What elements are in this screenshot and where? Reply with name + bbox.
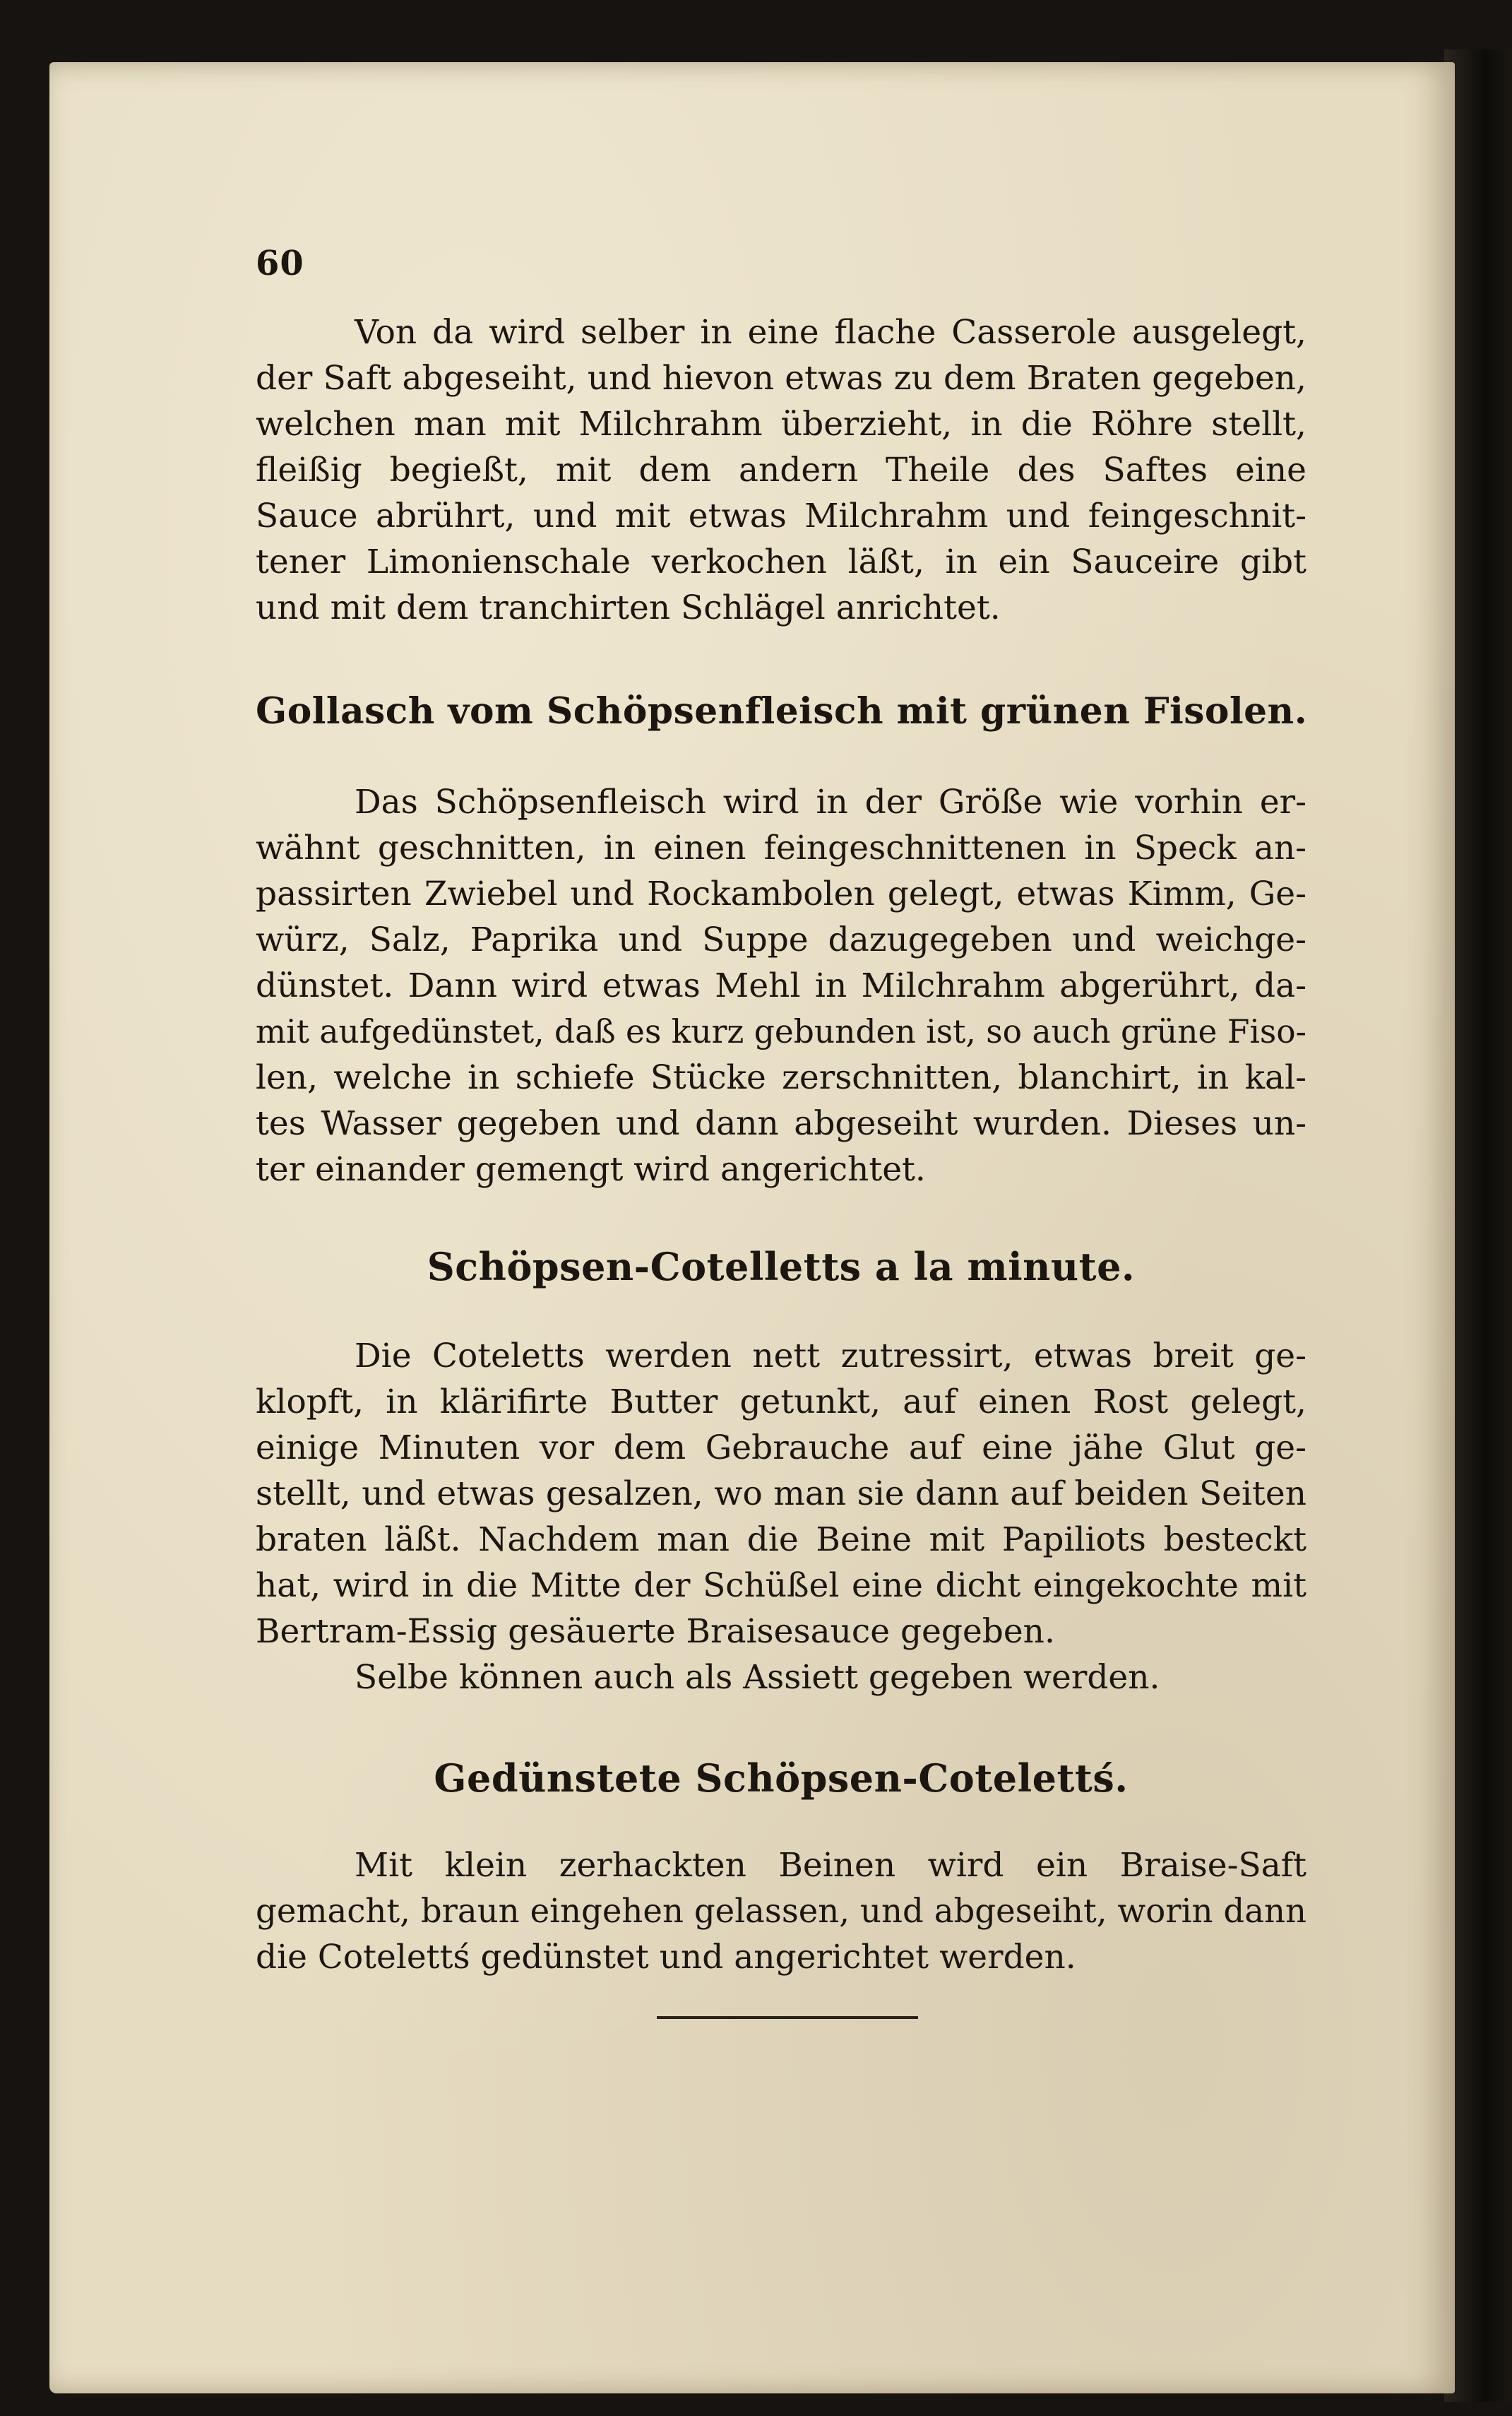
recipe-text-cotelletts-minute [256,1333,1306,1700]
text-line: fleißig begießt, mit dem andern Theile des Saftes eine [256,451,1306,490]
text-line: die Cotelettś gedünstet und angerichtet werden. [256,1938,1076,1977]
page-number: 60 [256,244,304,283]
text-line: Die Coteletts werden nett zutressirt, etwas breit ge- [355,1337,1306,1375]
text-line: Bertram-Essig gesäuerte Braisesauce gegeben. [256,1612,1055,1651]
text-line: hat, wird in die Mitte der Schüßel eine dicht eingekochte mit [256,1566,1306,1605]
recipe-heading-cotelletts-minute: Schöpsen-Cotelletts a la minute. [427,1244,1136,1289]
text-line: Selbe können auch als Assiett gegeben werden. [355,1658,1160,1697]
text-line: stellt, und etwas gesalzen, wo man sie dann auf beiden Seiten [256,1474,1306,1513]
text-line: tener Limonienschale verkochen läßt, in ein Sauceire gibt [256,543,1306,581]
text-line: Sauce abrührt, und mit etwas Milchrahm und feingeschnit- [256,497,1306,535]
text-line: und mit dem tranchirten Schlägel anrichtet. [256,588,1001,627]
text-line: klopft, in klärifirte Butter getunkt, auf einen Rost gelegt, [256,1382,1306,1421]
recipe-heading-gedunstete-cotelettes: Gedünstete Schöpsen-Cotelettś. [434,1755,1129,1801]
text-line: ter einander gemengt wird angerichtet. [256,1150,926,1189]
text-line: braten läßt. Nachdem man die Beine mit Papiliots besteckt [256,1520,1306,1559]
text-line: tes Wasser gegeben und dann abgeseiht wurden. Dieses un- [256,1104,1306,1143]
text-line: dünstet. Dann wird etwas Mehl in Milchrahm abgerührt, da- [256,966,1306,1005]
text-line: Mit klein zerhackten Beinen wird ein Braise-Saft [355,1846,1306,1885]
continuation-paragraph [256,309,1306,631]
text-line: wähnt geschnitten, in einen feingeschnittenen in Speck an- [256,829,1306,867]
text-line: Das Schöpsenfleisch wird in der Größe wie vorhin er- [355,783,1306,822]
text-line: welchen man mit Milchrahm überzieht, in die Röhre stellt, [256,405,1306,444]
end-rule [657,2016,918,2019]
text-line: würz, Salz, Paprika und Suppe dazugegeben und weichge- [256,920,1306,959]
text-line: len, welche in schiefe Stücke zerschnitten, blanchirt, in kal- [256,1058,1306,1097]
text-line: passirten Zwiebel und Rockambolen gelegt, etwas Kimm, Ge- [256,875,1306,913]
text-line: der Saft abgeseiht, und hievon etwas zu dem Braten gegeben, [256,359,1306,398]
recipe-text-gedunstete-cotelettes [256,1842,1306,1980]
text-line: Von da wird selber in eine flache Casserole ausgelegt, [355,313,1306,352]
text-line: gemacht, braun eingehen gelassen, und abgeseiht, worin dann [256,1892,1306,1930]
text-line: einige Minuten vor dem Gebrauche auf eine jähe Glut ge- [256,1428,1306,1467]
recipe-text-gollasch [256,779,1306,1192]
recipe-heading-gollasch: Gollasch vom Schöpsenfleisch mit grünen Fisolen. [256,689,1308,733]
text-line: mit aufgedünstet, daß es kurz gebunden ist, so auch grüne Fiso- [256,1013,1306,1050]
